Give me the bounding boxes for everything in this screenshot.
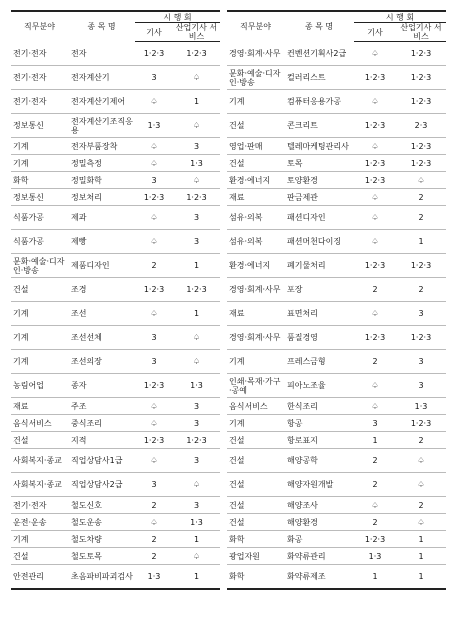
cell-field: 정보통신 xyxy=(11,114,68,138)
cell-industrial: 3 xyxy=(173,449,220,473)
cell-field: 재료 xyxy=(227,189,284,206)
cell-field: 건설 xyxy=(11,278,68,302)
cell-engineer: ♤ xyxy=(135,90,173,114)
cell-field: 기계 xyxy=(227,90,284,114)
cell-engineer: ♤ xyxy=(354,302,396,326)
cell-item: 철도신호 xyxy=(68,497,135,514)
cell-industrial: 1·3 xyxy=(173,514,220,531)
table-row xyxy=(11,415,220,432)
cell-engineer: 3 xyxy=(135,66,173,90)
cell-industrial: ♤ xyxy=(173,548,220,565)
table-row xyxy=(227,114,446,138)
cell-industrial: 3 xyxy=(173,230,220,254)
cell-industrial: 1·2·3 xyxy=(396,254,446,278)
table-row xyxy=(11,155,220,172)
cell-engineer: 2 xyxy=(354,473,396,497)
cell-item: 표면처리 xyxy=(284,302,354,326)
header-engineer: 기사 xyxy=(354,23,396,42)
table-row xyxy=(11,497,220,514)
cell-field: 건설 xyxy=(11,548,68,565)
cell-field: 사회복지·종교 xyxy=(11,449,68,473)
cell-industrial: 3 xyxy=(173,415,220,432)
cell-field: 건설 xyxy=(227,155,284,172)
cell-industrial: 1·2·3 xyxy=(173,42,220,66)
cell-industrial: 1·2·3 xyxy=(173,278,220,302)
cell-item: 조경 xyxy=(68,278,135,302)
table-row xyxy=(11,449,220,473)
table-row xyxy=(227,514,446,531)
cell-item: 품질경영 xyxy=(284,326,354,350)
table-row xyxy=(227,172,446,189)
table-row xyxy=(11,548,220,565)
cell-item: 전자계산기조직응용 xyxy=(68,114,135,138)
cell-item: 항공 xyxy=(284,415,354,432)
cell-field: 사회복지·종교 xyxy=(11,473,68,497)
cell-field: 전기·전자 xyxy=(11,66,68,90)
cell-engineer: ♤ xyxy=(135,138,173,155)
cell-industrial: 1 xyxy=(173,531,220,548)
cell-industrial: ♤ xyxy=(173,172,220,189)
cell-field: 기계 xyxy=(11,326,68,350)
cell-item: 정밀화학 xyxy=(68,172,135,189)
cell-engineer: 1·2·3 xyxy=(135,374,173,398)
cell-field: 화학 xyxy=(11,172,68,189)
cell-item: 화약류관리 xyxy=(284,548,354,565)
cell-industrial: 3 xyxy=(173,497,220,514)
cell-engineer: ♤ xyxy=(135,230,173,254)
table-row xyxy=(227,531,446,548)
cell-item: 종자 xyxy=(68,374,135,398)
cell-item: 판금제관 xyxy=(284,189,354,206)
cell-item: 프레스금형 xyxy=(284,350,354,374)
cell-engineer: 1·3 xyxy=(354,548,396,565)
cell-engineer: ♤ xyxy=(135,155,173,172)
cell-industrial: 1·2·3 xyxy=(396,415,446,432)
cell-field: 건설 xyxy=(227,497,284,514)
cell-item: 전자계산기 xyxy=(68,66,135,90)
table-row xyxy=(11,114,220,138)
cell-field: 건설 xyxy=(11,432,68,449)
cell-industrial: 3 xyxy=(173,398,220,415)
table-row xyxy=(11,374,220,398)
cell-industrial: 1·2·3 xyxy=(396,66,446,90)
cell-engineer: 2 xyxy=(354,278,396,302)
table-row xyxy=(227,548,446,565)
cell-item: 토목 xyxy=(284,155,354,172)
cell-item: 항로표지 xyxy=(284,432,354,449)
cell-field: 건설 xyxy=(227,114,284,138)
cell-industrial: 1·3 xyxy=(396,398,446,415)
table-row xyxy=(11,326,220,350)
cell-engineer: ♤ xyxy=(354,230,396,254)
cell-industrial: ♤ xyxy=(173,326,220,350)
cell-item: 지적 xyxy=(68,432,135,449)
cell-item: 해양조사 xyxy=(284,497,354,514)
table-row xyxy=(11,514,220,531)
cell-item: 중식조리 xyxy=(68,415,135,432)
cell-engineer: 1 xyxy=(354,565,396,589)
cell-field: 정보통신 xyxy=(11,189,68,206)
header-field: 직무분야 xyxy=(24,22,55,32)
cell-engineer: 1·3 xyxy=(135,565,173,589)
table-row xyxy=(11,278,220,302)
cell-engineer: ♤ xyxy=(354,374,396,398)
table-row xyxy=(227,189,446,206)
cell-industrial: 3 xyxy=(396,374,446,398)
table-row xyxy=(11,398,220,415)
header-industrial: 산업기사 서비스 xyxy=(173,23,220,42)
cell-item: 주조 xyxy=(68,398,135,415)
cell-engineer: ♤ xyxy=(354,90,396,114)
cell-field: 전기·전자 xyxy=(11,42,68,66)
cell-field: 문화·예술·디자인·방송 xyxy=(11,254,68,278)
cell-industrial: ♤ xyxy=(396,172,446,189)
cell-engineer: 1·2·3 xyxy=(354,531,396,548)
cell-industrial: 3 xyxy=(173,138,220,155)
cell-industrial: 1·2·3 xyxy=(396,42,446,66)
cell-field: 인쇄·목재·가구·공예 xyxy=(227,374,284,398)
cell-field: 건설 xyxy=(227,432,284,449)
cell-item: 콘크리트 xyxy=(284,114,354,138)
cell-item: 텔레마케팅관리사 xyxy=(284,138,354,155)
header-exam: 시 행 회 xyxy=(135,11,220,23)
cell-item: 철도운송 xyxy=(68,514,135,531)
cell-engineer: ♤ xyxy=(354,398,396,415)
cell-field: 기계 xyxy=(11,138,68,155)
cell-industrial: 1·2·3 xyxy=(173,432,220,449)
cell-field: 전기·전자 xyxy=(11,90,68,114)
cell-industrial: 1 xyxy=(396,548,446,565)
cell-industrial: 1·2·3 xyxy=(396,326,446,350)
cell-engineer: 3 xyxy=(354,415,396,432)
table-row xyxy=(11,350,220,374)
table-row xyxy=(11,90,220,114)
table-row xyxy=(227,254,446,278)
cell-industrial: 1·2·3 xyxy=(173,189,220,206)
cell-field: 경영·회계·사무 xyxy=(227,278,284,302)
cell-engineer: 3 xyxy=(135,473,173,497)
left-table xyxy=(11,10,220,590)
table-row xyxy=(227,497,446,514)
header-exam: 시 행 회 xyxy=(354,11,446,23)
table-row xyxy=(11,138,220,155)
cell-field: 건설 xyxy=(227,514,284,531)
cell-item: 전자계산기제어 xyxy=(68,90,135,114)
cell-engineer: 2 xyxy=(354,350,396,374)
cell-engineer: 1·2·3 xyxy=(135,278,173,302)
table-row xyxy=(227,449,446,473)
cell-engineer: 2 xyxy=(135,497,173,514)
table-row xyxy=(11,254,220,278)
cell-industrial: 2·3 xyxy=(396,114,446,138)
cell-industrial: 3 xyxy=(396,302,446,326)
cell-industrial: ♤ xyxy=(173,473,220,497)
table-row xyxy=(11,172,220,189)
cell-industrial: 1 xyxy=(173,565,220,589)
cell-industrial: ♤ xyxy=(396,473,446,497)
cell-industrial: 2 xyxy=(396,432,446,449)
table-row xyxy=(227,66,446,90)
table-row xyxy=(227,473,446,497)
cell-engineer: ♤ xyxy=(354,189,396,206)
cell-item: 조선의장 xyxy=(68,350,135,374)
cell-engineer: 1·2·3 xyxy=(354,254,396,278)
left-table-body xyxy=(11,42,220,589)
cell-engineer: 2 xyxy=(135,254,173,278)
table-row xyxy=(11,230,220,254)
cell-item: 전자부품장착 xyxy=(68,138,135,155)
cell-item: 제빵 xyxy=(68,230,135,254)
cell-industrial: 1 xyxy=(396,531,446,548)
cell-field: 안전관리 xyxy=(11,565,68,589)
cell-item: 철도토목 xyxy=(68,548,135,565)
cell-field: 식품가공 xyxy=(11,230,68,254)
table-row xyxy=(227,138,446,155)
cell-field: 기계 xyxy=(227,350,284,374)
cell-item: 초음파비파괴검사 xyxy=(68,565,135,589)
table-row xyxy=(11,473,220,497)
table-row xyxy=(227,415,446,432)
cell-industrial: 1·3 xyxy=(173,374,220,398)
cell-industrial: 3 xyxy=(396,350,446,374)
table-row xyxy=(11,189,220,206)
cell-engineer: 3 xyxy=(135,326,173,350)
cell-field: 전기·전자 xyxy=(11,497,68,514)
cell-industrial: 2 xyxy=(396,206,446,230)
table-row xyxy=(11,302,220,326)
cell-item: 정밀측정 xyxy=(68,155,135,172)
cell-field: 음식서비스 xyxy=(11,415,68,432)
cell-item: 화약류제조 xyxy=(284,565,354,589)
cell-engineer: 3 xyxy=(135,172,173,189)
table-row xyxy=(227,155,446,172)
header-engineer: 기사 xyxy=(135,23,173,42)
cell-engineer: ♤ xyxy=(135,449,173,473)
cell-item: 직업상담사1급 xyxy=(68,449,135,473)
cell-item: 직업상담사2급 xyxy=(68,473,135,497)
cell-field: 섬유·의복 xyxy=(227,230,284,254)
cell-industrial: 2 xyxy=(396,497,446,514)
cell-item: 폐기물처리 xyxy=(284,254,354,278)
cell-engineer: 1·3 xyxy=(135,114,173,138)
cell-field: 환경·에너지 xyxy=(227,254,284,278)
cell-engineer: 2 xyxy=(354,449,396,473)
cell-field: 건설 xyxy=(227,449,284,473)
cell-engineer: ♤ xyxy=(354,42,396,66)
table-row xyxy=(227,230,446,254)
cell-industrial: ♤ xyxy=(173,350,220,374)
cell-item: 토양환경 xyxy=(284,172,354,189)
cell-engineer: 2 xyxy=(135,548,173,565)
cell-field: 운전·운송 xyxy=(11,514,68,531)
table-row xyxy=(11,531,220,548)
cell-industrial: 1·2·3 xyxy=(396,138,446,155)
cell-item: 패션디자인 xyxy=(284,206,354,230)
table-row xyxy=(227,42,446,66)
cell-engineer: ♤ xyxy=(354,138,396,155)
table-row xyxy=(227,432,446,449)
cell-industrial: ♤ xyxy=(396,449,446,473)
cell-item: 컴퓨터응용가공 xyxy=(284,90,354,114)
cell-field: 문화·예술·디자인·방송 xyxy=(227,66,284,90)
cell-engineer: ♤ xyxy=(135,415,173,432)
cell-item: 전자 xyxy=(68,42,135,66)
table-row xyxy=(227,374,446,398)
cell-field: 섬유·의복 xyxy=(227,206,284,230)
cell-item: 해양공학 xyxy=(284,449,354,473)
cell-engineer: ♤ xyxy=(135,206,173,230)
cell-engineer: 1·2·3 xyxy=(135,432,173,449)
cell-field: 기계 xyxy=(11,155,68,172)
cell-field: 경영·회계·사무 xyxy=(227,326,284,350)
cell-industrial: ♤ xyxy=(396,514,446,531)
cell-engineer: ♤ xyxy=(354,206,396,230)
cell-industrial: 1·2·3 xyxy=(396,155,446,172)
cell-industrial: 2 xyxy=(396,189,446,206)
table-row xyxy=(227,90,446,114)
cell-field: 경영·회계·사무 xyxy=(227,42,284,66)
cell-industrial: ♤ xyxy=(173,114,220,138)
cell-engineer: 2 xyxy=(354,514,396,531)
cell-item: 조선선체 xyxy=(68,326,135,350)
cell-field: 화학 xyxy=(227,565,284,589)
cell-field: 화학 xyxy=(227,531,284,548)
cell-item: 정보처리 xyxy=(68,189,135,206)
cell-engineer: 2 xyxy=(135,531,173,548)
cell-item: 패션머천다이징 xyxy=(284,230,354,254)
cell-engineer: ♤ xyxy=(135,302,173,326)
cell-field: 재료 xyxy=(227,302,284,326)
table-row xyxy=(11,66,220,90)
cell-industrial: 1 xyxy=(173,254,220,278)
cell-field: 환경·에너지 xyxy=(227,172,284,189)
cell-item: 제과 xyxy=(68,206,135,230)
cell-industrial: ♤ xyxy=(173,66,220,90)
cell-engineer: 1·2·3 xyxy=(135,42,173,66)
table-row xyxy=(11,565,220,589)
cell-engineer: ♤ xyxy=(135,514,173,531)
cell-field: 영업·판매 xyxy=(227,138,284,155)
table-row xyxy=(11,432,220,449)
cell-engineer: 1·2·3 xyxy=(354,155,396,172)
cell-industrial: 1 xyxy=(173,90,220,114)
cell-engineer: 1·2·3 xyxy=(354,66,396,90)
cell-engineer: 1 xyxy=(354,432,396,449)
cell-item: 조선 xyxy=(68,302,135,326)
cell-field: 음식서비스 xyxy=(227,398,284,415)
cell-industrial: 1 xyxy=(396,565,446,589)
table-row xyxy=(227,206,446,230)
header-industrial: 산업기사 서비스 xyxy=(396,23,446,42)
cell-engineer: 3 xyxy=(135,350,173,374)
cell-industrial: 2 xyxy=(396,278,446,302)
cell-field: 건설 xyxy=(227,473,284,497)
cell-field: 재료 xyxy=(11,398,68,415)
cell-engineer: 1·2·3 xyxy=(354,114,396,138)
cell-item: 피아노조율 xyxy=(284,374,354,398)
cell-item: 화공 xyxy=(284,531,354,548)
cell-item: 한식조리 xyxy=(284,398,354,415)
cell-item: 포장 xyxy=(284,278,354,302)
table-row xyxy=(227,350,446,374)
cell-item: 철도차량 xyxy=(68,531,135,548)
table-row xyxy=(11,206,220,230)
header-item: 종 목 명 xyxy=(87,22,116,32)
cell-field: 식품가공 xyxy=(11,206,68,230)
cell-field: 광업자원 xyxy=(227,548,284,565)
table-row xyxy=(227,398,446,415)
cell-engineer: 1·2·3 xyxy=(354,326,396,350)
cell-industrial: 1 xyxy=(396,230,446,254)
cell-industrial: 1 xyxy=(173,302,220,326)
cell-engineer: ♤ xyxy=(135,398,173,415)
table-row xyxy=(227,302,446,326)
cell-item: 해양자원개발 xyxy=(284,473,354,497)
header-field: 직무분야 xyxy=(240,22,271,32)
table-row xyxy=(227,565,446,589)
cell-field: 기계 xyxy=(11,302,68,326)
cell-engineer: ♤ xyxy=(354,497,396,514)
cell-item: 컬러리스트 xyxy=(284,66,354,90)
table-row xyxy=(227,278,446,302)
table-row xyxy=(11,42,220,66)
header-item: 종 목 명 xyxy=(304,22,334,32)
cell-industrial: 1·2·3 xyxy=(396,90,446,114)
table-row xyxy=(227,326,446,350)
cell-engineer: 1·2·3 xyxy=(135,189,173,206)
cell-field: 기계 xyxy=(11,350,68,374)
cell-industrial: 3 xyxy=(173,206,220,230)
cell-field: 농림어업 xyxy=(11,374,68,398)
cell-item: 해양환경 xyxy=(284,514,354,531)
cell-engineer: 1·2·3 xyxy=(354,172,396,189)
cell-field: 기계 xyxy=(11,531,68,548)
cell-item: 제품디자인 xyxy=(68,254,135,278)
cell-item: 컨벤션기획사2급 xyxy=(284,42,354,66)
cell-industrial: 1·3 xyxy=(173,155,220,172)
right-table xyxy=(227,10,446,590)
right-table-body xyxy=(227,42,446,589)
cell-field: 기계 xyxy=(227,415,284,432)
